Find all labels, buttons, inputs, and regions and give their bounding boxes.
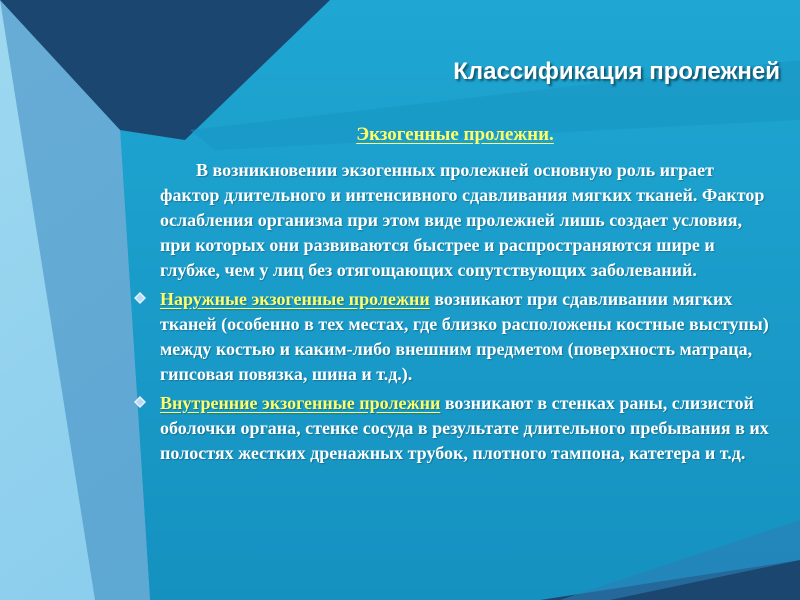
bullet-item-external [160, 287, 770, 387]
slide-content [160, 158, 770, 470]
bullet-item-internal [160, 391, 770, 466]
bullet-term: Внутренние экзогенные пролежни [160, 393, 441, 413]
slide-subtitle: Экзогенные пролежни. [356, 124, 554, 145]
intro-paragraph: В возникновении экзогенных пролежней основную роль играет фактор длительного и интенсивного сдавливания мягких тканей. Фактор ослабления организма при этом виде пролежней лишь создает условия, при которых они развиваются быстрее и распространяются шире и глубже, чем у лиц без отягощающих сопутствующих заболеваний. [160, 160, 765, 280]
bullet-term: Наружные экзогенные пролежни [160, 289, 430, 309]
bullet-text: возникают в стенках раны, слизистой оболочки органа, стенке сосуда в результате длительного пребывания в их полостях жестких дренажных трубок, плотного тампона, катетера и т.д. [160, 393, 769, 463]
diamond-bullet-icon [134, 396, 146, 408]
bullet-text: возникают при сдавливании мягких тканей (особенно в тех местах, где близко расположены костные выступы) между костью и каким-либо внешним предметом (поверхность матраца, гипсовая повязка, шина и т.д.). [160, 289, 769, 384]
diamond-bullet-icon [134, 292, 146, 304]
slide-title: Классификация пролежней [453, 58, 780, 85]
